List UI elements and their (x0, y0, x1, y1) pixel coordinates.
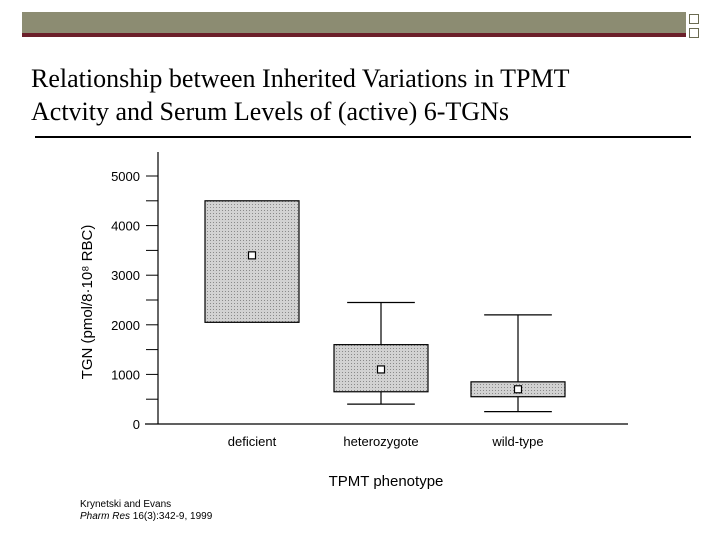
y-tick-label: 0 (132, 417, 140, 432)
box-heterozygote (334, 302, 428, 404)
y-tick-label: 4000 (111, 218, 140, 234)
x-tick-label: deficient (227, 434, 277, 449)
citation-authors: Krynetski and Evans (80, 499, 172, 510)
x-axis-tick-labels (228, 434, 544, 449)
box-deficient (205, 201, 299, 323)
citation-details: 16(3):342-9, 1999 (130, 511, 213, 522)
y-tick-label: 2000 (111, 317, 140, 333)
x-tick-label: heterozygote (343, 434, 419, 449)
slide-title-line-2: Actvity and Serum Levels of (active) 6-TGNs (31, 97, 509, 126)
citation-journal: Pharm Res (80, 511, 131, 522)
x-tick-label: wild-type (492, 434, 544, 449)
box-iqr (205, 201, 299, 323)
y-tick-label: 1000 (111, 367, 140, 383)
y-tick-label: 5000 (111, 169, 140, 184)
x-axis-title: TPMT phenotype (328, 473, 444, 490)
mean-marker (515, 386, 522, 393)
y-tick-label: 3000 (111, 268, 140, 284)
citation (80, 499, 212, 523)
mean-marker (249, 252, 256, 259)
y-axis-ticks (111, 169, 158, 432)
box-wild-type (471, 315, 565, 412)
slide-title-line-1: Relationship between Inherited Variations in TPMT (31, 64, 570, 93)
citation-source (80, 511, 212, 523)
y-axis-title: TGN (pmol/8·10⁸ RBC) (79, 224, 96, 380)
box-series (205, 201, 565, 412)
mean-marker (378, 366, 385, 373)
